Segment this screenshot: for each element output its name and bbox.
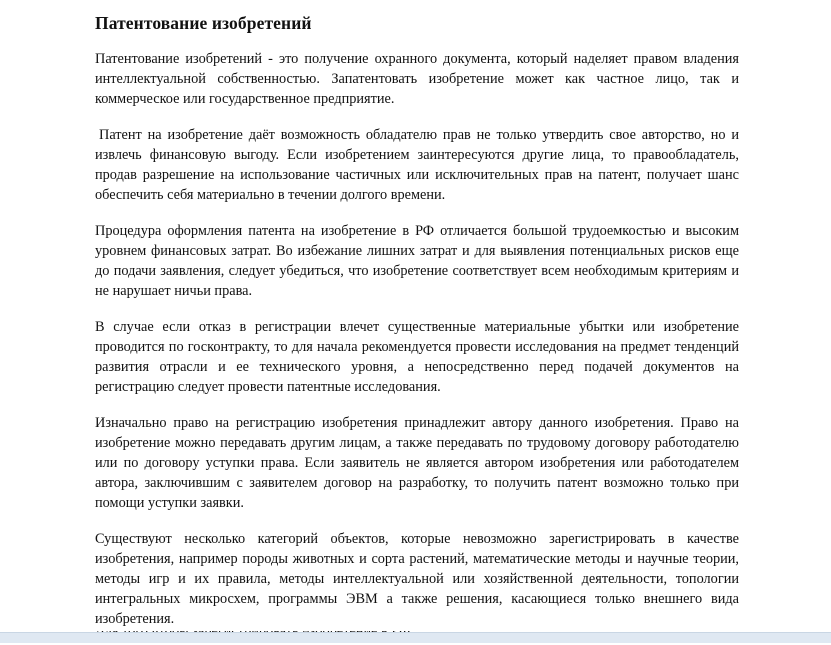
paragraph-procedure: Процедура оформления патента на изобретение в РФ отличается большой трудоемкостью и высоким уровнем финансовых затрат. Во избежание лишних затрат и для выявления потенциальных рисков еще до подачи заявления, следует убедиться, что изобретение соответствует всем необходимым критериям и не нарушает ничьи права. <box>95 223 739 299</box>
paragraph-research: В случае если отказ в регистрации влечет существенные материальные убытки или изобретение проводится по госконтракту, то для начала рекомендуется провести исследования на предмет тенденций развития отрасли и ее технического уровня, а непосредственно перед подачей документов на регистрацию следует провести патентные исследования. <box>95 319 739 395</box>
paragraph-definition: Патентование изобретений - это получение охранного документа, который наделяет правом владения интеллектуальной собственностью. Запатентовать изобретение может как частное лицо, так и коммерческое или государственное предприятие. <box>95 51 739 107</box>
paragraph-rights: Изначально право на регистрацию изобретения принадлежит автору данного изобретения. Право на изобретение можно передавать другим лицам, а также передавать по трудовому договору работодателю или по договору уступки права. Если заявитель не является автором изобретения или работодателем автора, заключившим с заявителем договор на разработку, то получить патент возможно только при помощи уступки заявки. <box>95 415 739 511</box>
paragraph-benefits: Патент на изобретение даёт возможность обладателю прав не только утвердить свое авторство, но и извлечь финансовую выгоду. Если изобретением заинтересуются другие лица, то правообладатель, продав разрешение на использование частичных или исключительных прав на патент, получает шанс обеспечить себя материально в течении долгого времени. <box>95 127 739 203</box>
paragraph-exclusions: Существуют несколько категорий объектов, которые невозможно зарегистрировать в качестве изобретения, например породы животных и сорта растений, математические методы и научные теории, методы игр и их правила, методы интеллектуальной или хозяйственной деятельности, топологии интегральных микросхем, программы ЭВМ а также решения, касающиеся только внешнего вида изобретения. <box>95 531 739 627</box>
document-title: Патентование изобретений <box>95 13 312 33</box>
window-bottom-edge <box>0 632 831 643</box>
document-body <box>95 12 739 645</box>
